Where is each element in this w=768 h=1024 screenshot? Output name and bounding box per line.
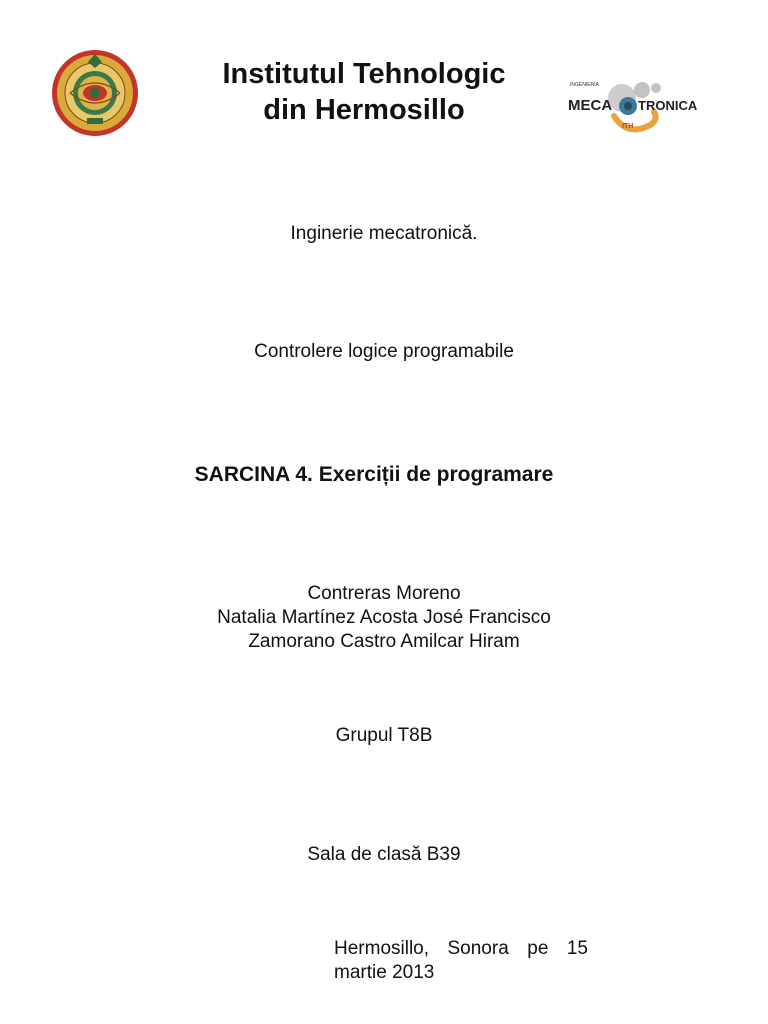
- document-title: [150, 56, 578, 128]
- logo-text-right: TRONICA: [638, 98, 698, 113]
- career-name: Inginerie mecatronică.: [290, 223, 478, 244]
- logo-text-left: MECA: [568, 97, 613, 114]
- task-title: SARCINA 4. Exerciții de programare: [194, 463, 554, 486]
- course-name: Controlere logice programabile: [254, 341, 514, 362]
- author-line: Zamorano Castro Amilcar Hiram: [248, 631, 520, 652]
- date-word: pe: [527, 938, 549, 959]
- date-word: 15: [566, 938, 588, 959]
- institute-seal-icon: [50, 48, 140, 138]
- date-word: Sonora: [447, 938, 509, 959]
- date-line-1: [334, 937, 588, 961]
- group-label: Grupul T8B: [335, 725, 433, 746]
- institute-seal-logo: [50, 48, 140, 138]
- logo-small-text: INGENIERIA: [570, 82, 599, 88]
- title-line-2: din Hermosillo: [263, 94, 465, 126]
- mecatronica-logo: [566, 72, 704, 140]
- title-line-1: Institutul Tehnologic: [222, 58, 506, 90]
- author-list: [0, 582, 768, 654]
- place-and-date: [334, 937, 588, 985]
- author-line: Natalia Martínez Acosta José Francisco: [217, 607, 551, 628]
- author-line: Contreras Moreno: [307, 583, 461, 604]
- classroom-label: Sala de clasă B39: [307, 844, 461, 865]
- logo-ith-text: ITH: [622, 123, 634, 130]
- date-line-2: martie 2013: [334, 962, 435, 983]
- mecatronica-logo-icon: [566, 72, 704, 140]
- date-word: Hermosillo,: [334, 938, 430, 959]
